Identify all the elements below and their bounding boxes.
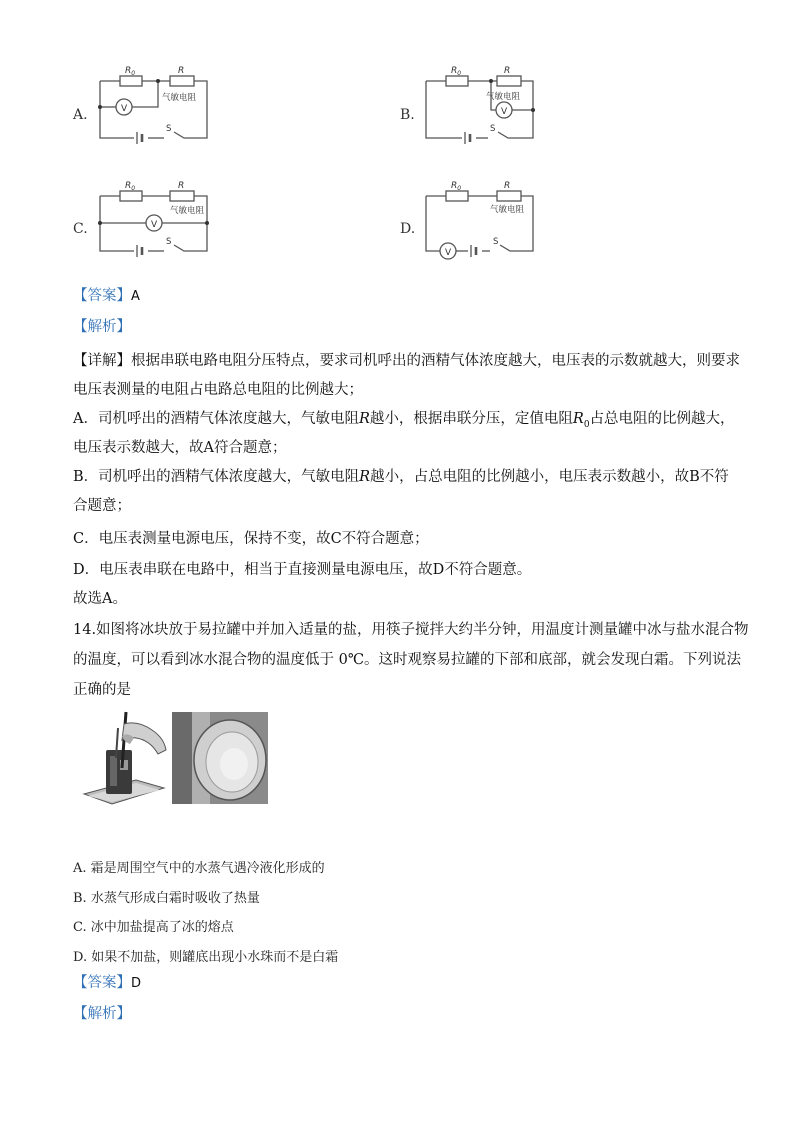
voltmeter-label: V [121,104,128,114]
q14-answer: 【答案】D [73,975,142,991]
photo-stirring-can [80,708,170,812]
q14-option-d: D. 如果不加盐，则罐底出现小水珠而不是白霜 [73,950,339,965]
q14-option-b: B. 水蒸气形成白霜时吸收了热量 [73,891,260,906]
q14-option-c: C. 冰中加盐提高了冰的熔点 [73,920,234,935]
switch-label: S [493,237,499,247]
r-label: R [504,181,511,191]
q14-analysis-tag: 【解析】 [73,1006,131,1022]
r0-label: $R_0$ [451,181,462,192]
voltmeter-label: V [445,248,452,258]
circuit-diagram-c [92,175,217,269]
q13-answer: 【答案】A [73,288,140,304]
r-label: R [178,181,185,191]
q14-stem-line2: 的温度，可以看到冰水混合物的温度低于 0℃。这时观察易拉罐的下部和底部，就会发现白霜。下列说法 [73,652,742,668]
r0-label: $R_0$ [125,181,136,192]
q13-option-a-line2: 电压表示数越大，故A符合题意； [73,440,287,456]
r-label: R [504,66,511,76]
switch-label: S [166,237,172,247]
q13-option-a-line1: A．司机呼出的酒精气体浓度越大，气敏电阻R越小，根据串联分压，定值电阻$R_0$占总电阻的比例越大， [73,411,735,430]
circuit-diagram-a [92,60,217,154]
q13-analysis-tag: 【解析】 [73,319,131,335]
q13-option-d: D．电压表串联在电路中，相当于直接测量电源电压，故D不符合题意。 [73,562,532,578]
r-label: R [178,66,185,76]
q14-stem-line3: 正确的是 [73,682,131,698]
voltmeter-label: V [151,220,158,230]
q13-option-b-line1: B．司机呼出的酒精气体浓度越大，气敏电阻R越小，占总电阻的比例越小，电压表示数越小，故B不符 [73,469,729,485]
switch-label: S [490,124,496,134]
gas-resistor-label: 气敏电阻 [162,93,197,103]
option-label-d: D. [400,221,416,237]
gas-resistor-label: 气敏电阻 [170,206,205,216]
q13-detail-line1: 【详解】根据串联电路电阻分压特点，要求司机呼出的酒精气体浓度越大，电压表的示数就越大，则要求 [73,353,740,369]
q13-detail-line2: 电压表测量的电阻占电路总电阻的比例越大； [73,382,363,398]
switch-label: S [166,124,172,134]
circuit-diagram-d [418,175,543,269]
q14-option-a: A. 霜是周围空气中的水蒸气遇冷液化形成的 [73,861,325,876]
q13-option-b-line2: 合题意； [73,498,131,514]
circuit-diagram-b [418,60,543,154]
r0-label: $R_0$ [125,66,136,77]
voltmeter-label: V [501,107,508,117]
gas-resistor-label: 气敏电阻 [486,92,521,102]
option-label-b: B. [400,107,415,123]
option-label-c: C. [73,221,88,237]
option-label-a: A. [73,107,88,123]
q13-conclusion: 故选A。 [73,591,127,607]
gas-resistor-label: 气敏电阻 [490,205,525,215]
q14-stem-line1: 14.如图将冰块放于易拉罐中并加入适量的盐，用筷子搅拌大约半分钟，用温度计测量罐中冰与盐水混合物 [73,622,749,638]
r0-label: $R_0$ [451,66,462,77]
photo-can-bottom-frost [172,712,268,808]
q13-option-c: C．电压表测量电源电压，保持不变，故C不符合题意； [73,531,429,547]
